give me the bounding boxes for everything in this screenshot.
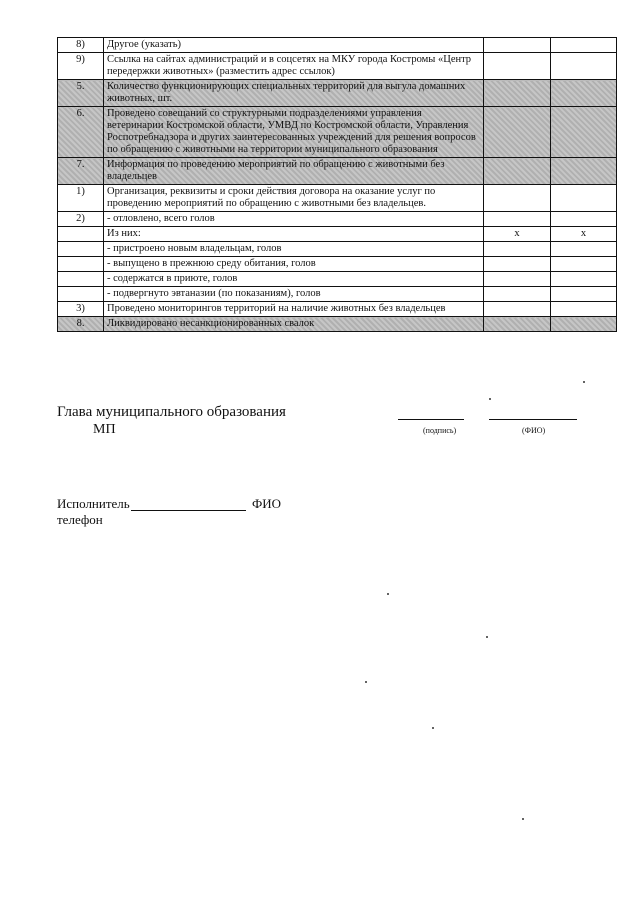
report-table — [57, 37, 617, 332]
report-table-body — [58, 38, 617, 332]
row-value-cell-2 — [551, 38, 617, 53]
row-value-cell-1 — [484, 317, 551, 332]
table-row — [58, 212, 617, 227]
row-description-cell: Ссылка на сайтах администраций и в соцсетях на МКУ города Костромы «Центр передержки животных» (разместить адрес ссылок) — [104, 53, 484, 80]
row-number-cell — [58, 242, 104, 257]
scan-speck — [365, 681, 367, 683]
row-value-cell-1 — [484, 302, 551, 317]
scan-speck — [489, 398, 491, 400]
row-value-cell-2 — [551, 80, 617, 107]
row-number-cell: 8) — [58, 38, 104, 53]
row-value-cell-2 — [551, 53, 617, 80]
fio-caption: (ФИО) — [522, 426, 546, 435]
row-value-cell-2 — [551, 185, 617, 212]
table-row — [58, 107, 617, 158]
row-value-cell-2 — [551, 317, 617, 332]
executor-signature-line — [131, 510, 246, 511]
row-number-cell: 1) — [58, 185, 104, 212]
scan-speck — [387, 593, 389, 595]
row-number-cell: 8. — [58, 317, 104, 332]
row-description-cell: Проведено совещаний со структурными подразделениями управления ветеринарии Костромской области, УМВД по Костромской области, Управления Роспотребнадзора и других заинтересованных учреждений для решения вопросов по обращению с животными на территории муниципального образования — [104, 107, 484, 158]
row-value-cell-2 — [551, 257, 617, 272]
row-number-cell: 9) — [58, 53, 104, 80]
row-number-cell — [58, 287, 104, 302]
row-value-cell-1 — [484, 287, 551, 302]
row-value-cell-1 — [484, 80, 551, 107]
row-number-cell: 6. — [58, 107, 104, 158]
row-number-cell: 7. — [58, 158, 104, 185]
table-row — [58, 257, 617, 272]
row-number-cell — [58, 227, 104, 242]
row-number-cell: 5. — [58, 80, 104, 107]
row-value-cell-1 — [484, 212, 551, 227]
signature-line — [398, 419, 464, 420]
scan-speck — [432, 727, 434, 729]
row-value-cell-1 — [484, 185, 551, 212]
row-value-cell-1 — [484, 272, 551, 287]
executor-fio-label: ФИО — [252, 496, 282, 511]
scan-speck — [522, 818, 524, 820]
row-value-cell-2 — [551, 272, 617, 287]
phone-label: телефон — [57, 512, 103, 527]
row-number-cell — [58, 257, 104, 272]
scan-speck — [583, 381, 585, 383]
table-row — [58, 53, 617, 80]
row-value-cell-2: х — [551, 227, 617, 242]
row-number-cell — [58, 272, 104, 287]
table-row — [58, 287, 617, 302]
row-value-cell-1: х — [484, 227, 551, 242]
row-value-cell-1 — [484, 257, 551, 272]
head-of-municipality-label: Глава муниципального образования — [57, 404, 286, 420]
row-description-cell: - подвергнуто эвтаназии (по показаниям), голов — [104, 287, 484, 302]
table-row — [58, 158, 617, 185]
scan-speck — [486, 636, 488, 638]
row-value-cell-2 — [551, 158, 617, 185]
row-description-cell: - содержатся в приюте, голов — [104, 272, 484, 287]
row-description-cell: Ликвидировано несанкционированных свалок — [104, 317, 484, 332]
row-value-cell-2 — [551, 107, 617, 158]
row-description-cell: Информация по проведению мероприятий по обращению с животными без владельцев — [104, 158, 484, 185]
row-value-cell-1 — [484, 107, 551, 158]
row-description-cell: Проведено мониторингов территорий на наличие животных без владельцев — [104, 302, 484, 317]
row-number-cell: 3) — [58, 302, 104, 317]
row-description-cell: - выпущено в прежнюю среду обитания, голов — [104, 257, 484, 272]
row-description-cell: Из них: — [104, 227, 484, 242]
row-value-cell-2 — [551, 212, 617, 227]
table-row — [58, 242, 617, 257]
table-row — [58, 272, 617, 287]
row-description-cell: Количество функционирующих специальных территорий для выгула домашних животных, шт. — [104, 80, 484, 107]
table-row — [58, 80, 617, 107]
table-row — [58, 227, 617, 242]
signature-caption: (подпись) — [423, 426, 457, 435]
table-row — [58, 38, 617, 53]
table-row — [58, 302, 617, 317]
table-row — [58, 185, 617, 212]
row-value-cell-1 — [484, 242, 551, 257]
row-value-cell-1 — [484, 38, 551, 53]
row-description-cell: - отловлено, всего голов — [104, 212, 484, 227]
stamp-place-label: МП — [93, 422, 116, 437]
table-row — [58, 317, 617, 332]
row-value-cell-1 — [484, 158, 551, 185]
row-description-cell: Организация, реквизиты и сроки действия договора на оказание услуг по проведению мероприятий по обращению с животными без владельцев. — [104, 185, 484, 212]
fio-line — [489, 419, 577, 420]
row-value-cell-2 — [551, 242, 617, 257]
row-value-cell-2 — [551, 287, 617, 302]
row-description-cell: Другое (указать) — [104, 38, 484, 53]
row-value-cell-1 — [484, 53, 551, 80]
row-value-cell-2 — [551, 302, 617, 317]
row-number-cell: 2) — [58, 212, 104, 227]
executor-label: Исполнитель — [57, 496, 130, 511]
row-description-cell: - пристроено новым владельцам, голов — [104, 242, 484, 257]
